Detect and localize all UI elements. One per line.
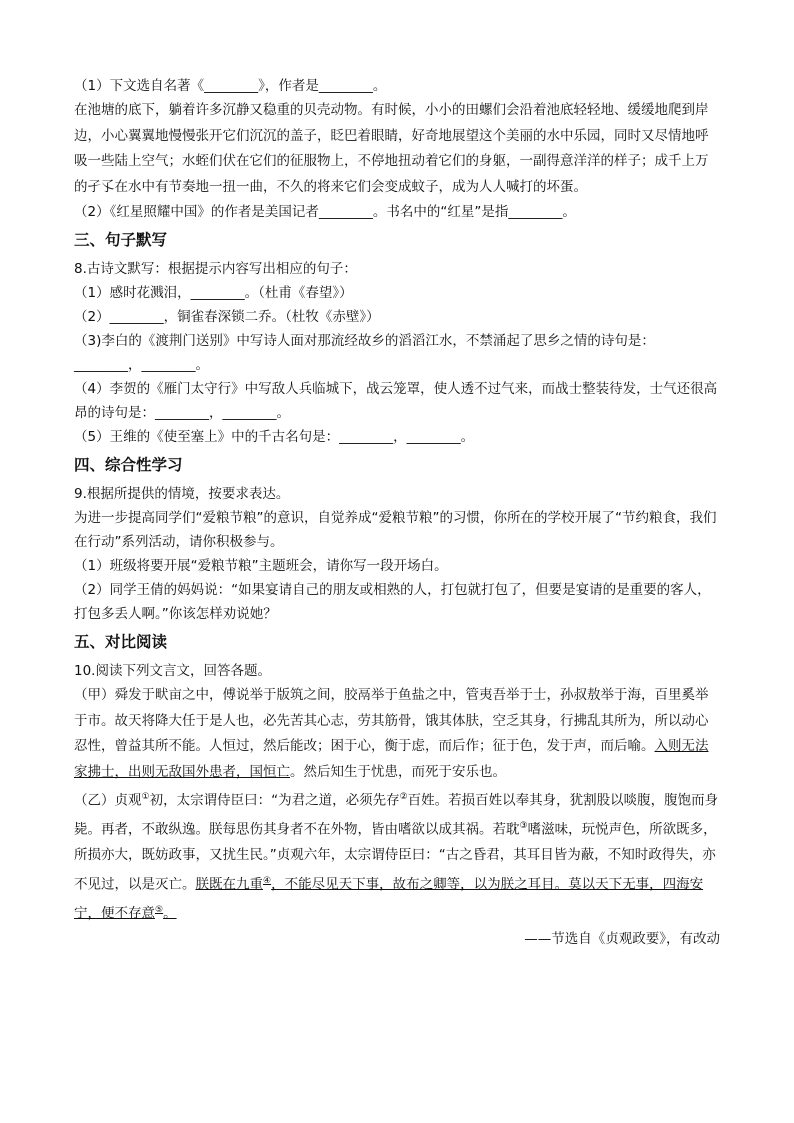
q8-prompt: 8.古诗文默写：根据提示内容写出相应的句子： <box>74 261 357 277</box>
passage-jia <box>74 683 720 785</box>
yi-b: 初，太宗谓侍臣曰：“为君之道，必须先存 <box>149 792 400 809</box>
q7-part1-intro: （1）下文选自名著《________》，作者是________。 <box>74 78 387 94</box>
document-page <box>74 74 720 951</box>
q8-item: （1）感时花溅泪，________。（杜甫《春望》） <box>74 285 353 301</box>
yi-underlined-2: ，不能尽见天下事，故布之卿等，以为朕之耳目。莫以天下无事，四海安宁，便不存意 <box>74 876 704 921</box>
q9-context: 为进一步提高同学们“爱粮节粮”的意识，自觉养成“爱粮节粮”的习惯，你所在的学校开展了“节约粮食，我们在行动”系列活动，请你积极参与。 <box>74 510 717 550</box>
section3-title: 三、句子默写 <box>74 231 168 249</box>
q8-item: （5）王维的《使至塞上》中的千古名句是：________，________。 <box>74 429 475 445</box>
jia-underlined-sentence: 入则无法家拂士，出则无敌国外患者，国恒亡 <box>74 738 709 780</box>
yi-a: （乙）贞观 <box>74 792 142 809</box>
yi-c: 百姓。若损百姓以奉其身，犹割股以啖腹，腹饱而身毙。再者，不敢纵逸。朕每思伤其身者不在外物，皆由嗜欲以成其祸。若耽 <box>74 792 719 838</box>
q8-item: （3)李白的《渡荆门送别》中写诗人面对那流经故乡的滔滔江水，不禁涌起了思乡之情的诗句是：________，________。 <box>74 333 655 373</box>
passage-yi <box>74 785 720 927</box>
q8-item: （4）李贺的《雁门太守行》中写敌人兵临城下，战云笼罩，使人透不过气来，而战士整装待发，士气还很高昂的诗句是：________，________。 <box>74 381 718 421</box>
q9-item: （1）班级将要开展“爱粮节粮”主题班会，请你写一段开场白。 <box>74 558 448 574</box>
note-mark: ① <box>141 792 150 802</box>
q9-prompt: 9.根据所提供的情境，按要求表达。 <box>74 486 290 502</box>
note-mark: ⑤ <box>155 904 164 915</box>
section4-title: 四、综合性学习 <box>74 456 183 474</box>
q7-part2: （2）《红星照耀中国》的作者是美国记者________。书名中的“红星”是指________。 <box>74 204 576 220</box>
note-mark: ② <box>399 792 408 802</box>
q7-passage: 在池塘的底下，躺着许多沉静又稳重的贝壳动物。有时候，小小的田螺们会沿着池底轻轻地、缓缓地爬到岸边，小心翼翼地慢慢张开它们沉沉的盖子，眨巴着眼睛，好奇地展望这个美丽的水中乐园，同时又尽情地呼吸一些陆上空气；水蛭们伏在它们的征服物上，不停地扭动着它们的身躯，一副得意洋洋的样子；成千上万的孑孓在水中有节奏地一扭一曲，不久的将来它们会变成蚊子，成为人人喊打的坏蛋。 <box>74 102 709 195</box>
source-citation: ——节选自《贞观政要》，有改动 <box>524 930 720 947</box>
jia-text: （甲）舜发于畎亩之中，傅说举于版筑之间，胶鬲举于鱼盐之中，管夷吾举于士，孙叔敖举于海，百里奚举于市。故天将降大任于是人也，必先苦其心志，劳其筋骨，饿其体肤，空乏其身，行拂乱其所为，所以动心忍性，曾益其所不能。人恒过，然后能改；困于心，衡于虑，而后作；征于色，发于声，而后喻。 <box>74 687 709 754</box>
jia-tail: 。然后知生于忧患，而死于安乐也。 <box>290 763 506 780</box>
q10-prompt: 10.阅读下列文言文，回答各题。 <box>74 663 271 679</box>
q9-item: （2）同学王倩的妈妈说：“如果宴请自己的朋友或相熟的人，打包就打包了，但要是宴请的是重要的客人，打包多丢人啊。”你该怎样劝说她？ <box>74 582 711 622</box>
q8-item: （2）________，铜雀春深锁二乔。（杜牧《赤壁》） <box>74 309 380 325</box>
yi-underlined-1: 朕既在九重 <box>195 876 263 892</box>
note-mark: ④ <box>263 875 272 886</box>
yi-d: 嗜滋味，玩悦声色，所欲既多，所损亦大，既妨政事，又扰生民。”贞观六年，太宗谓侍臣曰：“古之昏君，其耳目皆为蔽，不知时政得失，亦不见过，以是灭亡。 <box>74 821 717 892</box>
section5-title: 五、对比阅读 <box>74 633 168 651</box>
yi-underlined-3: 。 <box>163 905 177 921</box>
note-mark: ③ <box>519 821 528 831</box>
